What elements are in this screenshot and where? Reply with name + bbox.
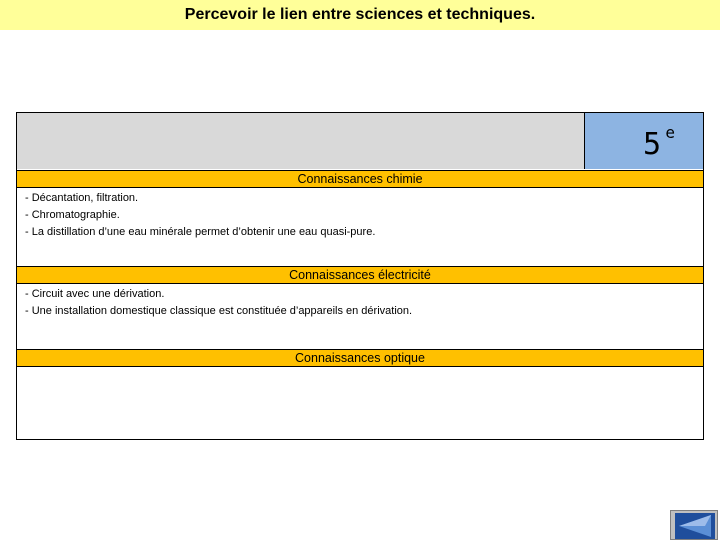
section-header-chimie (17, 170, 703, 188)
section-header-electricite (17, 266, 703, 284)
page-title: Percevoir le lien entre sciences et techniques. (184, 6, 536, 23)
section-header-optique (17, 349, 703, 367)
level-superscript: e (665, 123, 675, 142)
level-cell (585, 113, 703, 169)
section-heading: Connaissances optique (295, 351, 425, 365)
back-arrow-icon (675, 513, 715, 539)
level-number: 5 (642, 127, 661, 162)
list-item: - Décantation, filtration. (25, 192, 139, 204)
list-item: - Chromatographie. (25, 209, 120, 221)
title-bar (0, 0, 720, 30)
list-item: - Circuit avec une dérivation. (25, 288, 165, 300)
section-items-chimie (25, 190, 375, 241)
section-heading: Connaissances chimie (297, 172, 423, 186)
content-table (16, 112, 704, 440)
section-items-electricite (25, 286, 412, 320)
section-heading: Connaissances électricité (289, 268, 431, 282)
header-grey-cell (17, 113, 585, 169)
list-item: - La distillation d’une eau minérale permet d’obtenir une eau quasi-pure. (25, 226, 376, 238)
back-button[interactable] (670, 510, 718, 540)
list-item: - Une installation domestique classique est constituée d’appareils en dérivation. (25, 305, 413, 317)
